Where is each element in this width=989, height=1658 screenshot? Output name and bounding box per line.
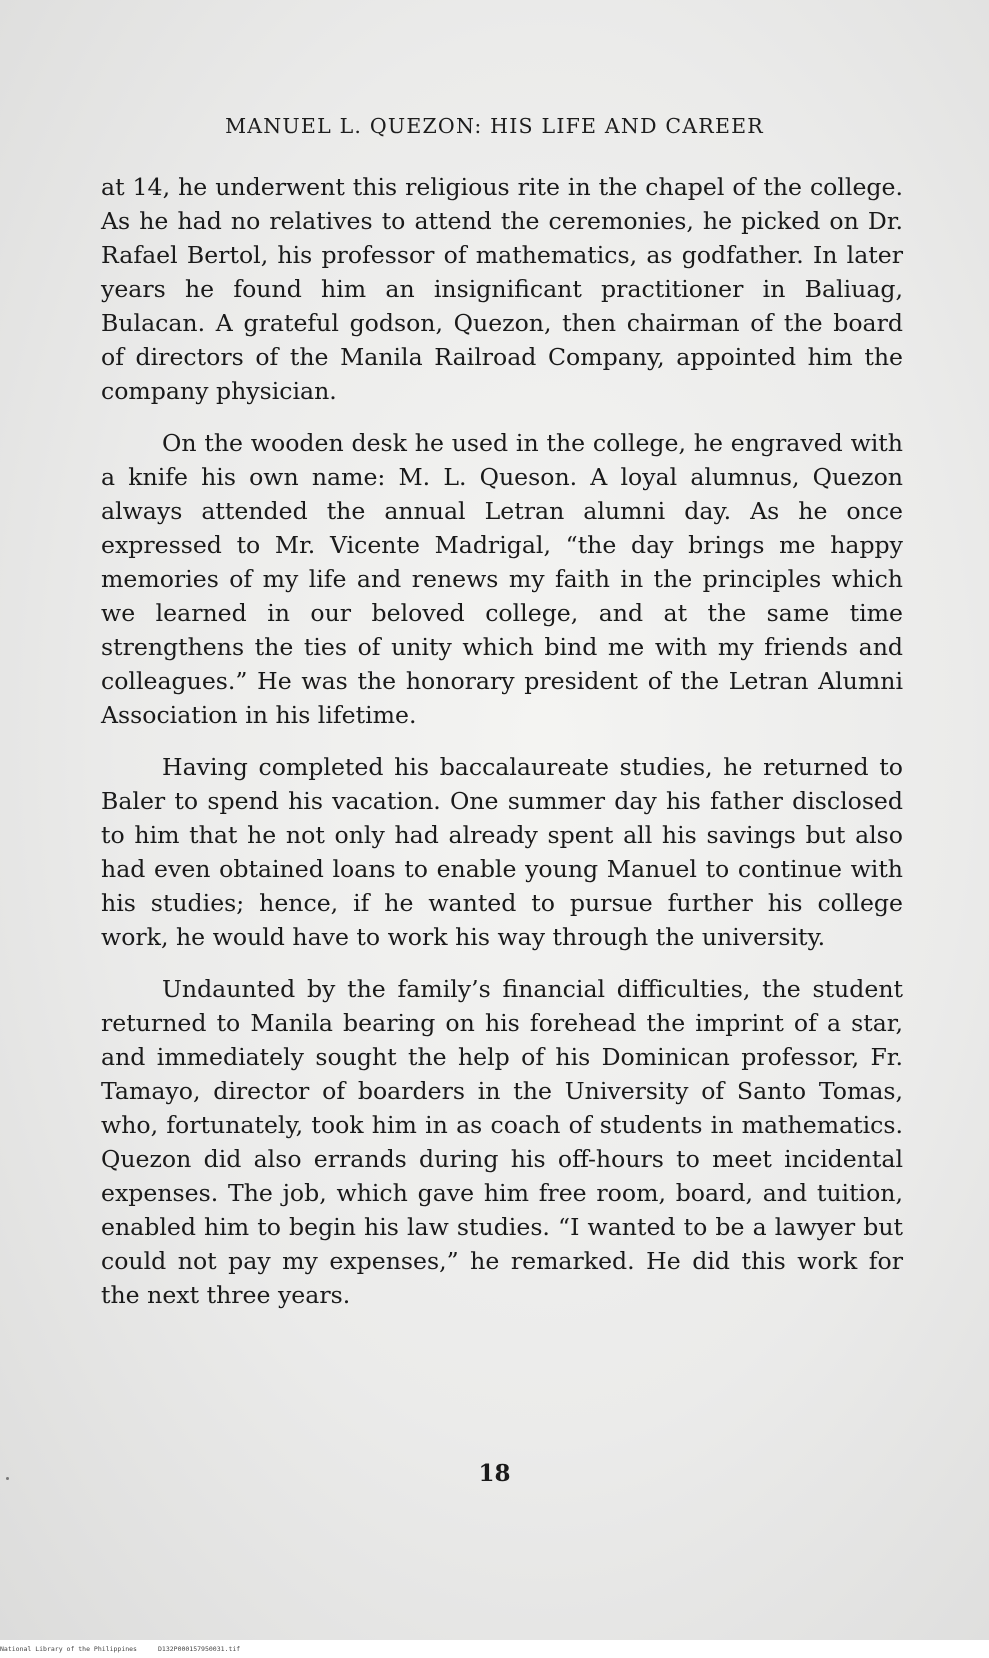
running-head: MANUEL L. QUEZON: HIS LIFE AND CAREER <box>225 114 764 138</box>
scan-file-name: D132P000157950031.tif <box>158 1645 241 1653</box>
paragraph-4: Undaunted by the family’s financial difficulties, the student returned to Manila bearing on his forehead the imprint of a star, and immediately sought the help of his Dominican professor, Fr. Tamayo, director of boarders in the University of Santo Tomas, who, fortunately, took him in as coach of students in mathematics. Quezon did also errands during his off-hours to meet incidental expenses. The job, which gave him free room, board, and tuition, enabled him to begin his law studies. “I wanted to be a lawyer but could not pay my expenses,” he remarked. He did this work for the next three years. <box>101 975 903 1309</box>
body-text <box>101 170 903 1330</box>
scan-speck <box>6 1477 9 1480</box>
paragraph-1: at 14, he underwent this religious rite in the chapel of the college. As he had no relatives to attend the ceremonies, he picked on Dr. Rafael Bertol, his professor of mathematics, as godfather. In later years he found him an insignificant practitioner in Baliuag, Bulacan. A grateful godson, Quezon, then chairman of the board of directors of the Manila Railroad Company, appointed him the company physician. <box>101 173 903 405</box>
scan-footer <box>0 1640 989 1658</box>
paragraph-2: On the wooden desk he used in the college, he engraved with a knife his own name: M. L. Queson. A loyal alumnus, Quezon always attended the annual Letran alumni day. As he once expressed to Mr. Vicente Madrigal, “the day brings me happy memories of my life and renews my faith in the principles which we learned in our beloved college, and at the same time strengthens the ties of unity which bind me with my friends and colleagues.” He was the honorary president of the Letran Alumni Association in his lifetime. <box>101 429 903 729</box>
library-label: National Library of the Philippines <box>0 1645 137 1653</box>
page-number: 18 <box>478 1460 511 1487</box>
paragraph-3: Having completed his baccalaureate studies, he returned to Baler to spend his vacation. One summer day his father disclosed to him that he not only had already spent all his savings but also had even obtained loans to enable young Manuel to continue with his studies; hence, if he wanted to pursue further his college work, he would have to work his way through the university. <box>101 753 903 951</box>
